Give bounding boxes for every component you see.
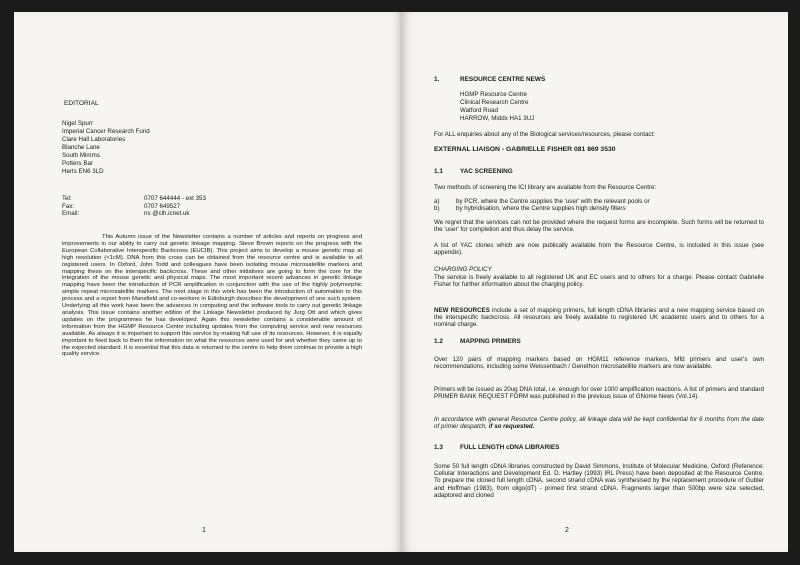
list-label: b) [434, 205, 440, 213]
external-liaison: EXTERNAL LIAISON - GABRIELLE FISHER 081 869 3530 [434, 146, 616, 153]
charging-policy-text: The service is freely available to all registered UK and EC users and to others for a charge. Please contact Gabrielle Fisher for further information about the charging policy. [434, 274, 764, 289]
section-number: 1. [434, 76, 440, 83]
primers-paragraph: Primers will be issued as 20ug DNA total, i.e. enough for over 1000 amplification reactions. A list of primers and standard PRIMER BANK REQUEST FORM was published in the previous issue of GNome News (Vol.14). [434, 386, 764, 401]
contact-label: Fax: [62, 202, 75, 210]
contact-row [62, 210, 216, 218]
section-heading [434, 338, 521, 345]
editorial-body: This Autumn issue of the Newsletter contains a number of articles and reports on progress and improvements in our ability to carry out genetic linkage mapping. Steve Brown reports on the progress with the European Collaborative Interspecific Backcross (EUCIB). This project aims to develop a mouse genetic map at high resolution (<1cM). DNA from this cross can be obtained from the resource centre and is available to all registered users. In Oxford, John Todd and colleagues have been isolating mouse microsatellite markers and mapping these on the interspecific backcross. These and other initiatives are going to form the core for the integration of the mouse genetic and physical maps. The most important recent advances in genetic linkage mapping have been the introduction of PCR amplification in conjunction with the use of the highly polymorphic simple repeat microsatellite markers. The next stage in this work has been the introduction of automation to this process and a report from Mansfield and co-workers in Edinburgh describes the development of one such system. Underlying all this work have been the advances in computing and the software tools to carry out genetic linkage analysis. This issue contains another edition of the Linkage Newsletter produced by Jurg Ott and which gives updates on the programmes he has developed. Again this newsletter contains a considerable amount of information from the HGMP Resource Centre including updates from the computing service and new resources available. As always it is important to support this service by making full use of its resources. However, it is equally important to feed back to them the information on what the resources were used for and whether they came up to the expected standard. It is essential that this data is returned to the centre to help them continue to provide a high quality service. [62, 234, 362, 358]
confidentiality-text: In accordance with general Resource Centre policy, all linkage data will be kept confidential for 6 months from the date of primer despatch, [434, 416, 764, 431]
list-label: a) [434, 198, 440, 205]
yac-paragraph: A list of YAC clones which are now publically available from the Resource Centre, is included in this issue (see appendix). [434, 242, 764, 257]
address-line: Imperial Cancer Research Fund [62, 128, 150, 135]
yac-intro: Two methods of screening the ICI library are available from the Resource Centre: [434, 184, 657, 191]
section-heading [434, 444, 559, 451]
address-line: Blanche Lane [62, 144, 100, 151]
section-title: MAPPING PRIMERS [460, 338, 521, 345]
section-number: 1.3 [434, 444, 443, 451]
list-item [434, 198, 764, 205]
section-number: 1.1 [434, 168, 443, 175]
right-page [402, 12, 788, 552]
list-text: by PCR, where the Centre supplies the 'user' with the relevant pools or [456, 198, 650, 205]
contact-label: Tel: [62, 195, 72, 202]
contact-label: Email: [62, 210, 80, 218]
new-resources-label: NEW RESOURCES [434, 307, 490, 314]
cdna-paragraph: Some 50 full length cDNA libraries constructed by David Simmons, Institute of Molecular Medicine, Oxford (Reference: Cellular Interactions and Development Ed. D. Hartley (1993) IRL Press) have been deposited at the Resource Centre. To prepare the cloned full length cDNA, second strand cDNA was synthesised by the replacement procedure of Gubler and Hoffman (1983), from oligo(dT) - primed first strand cDNA. Fragments larger than 500bp were size selected, adaptored and cloned [434, 463, 764, 499]
confidentiality-emphasis: if so requested. [488, 423, 535, 431]
section-title: RESOURCE CENTRE NEWS [460, 76, 546, 83]
contact-row [62, 195, 216, 203]
address-line: Potters Bar [62, 160, 93, 167]
new-resources-paragraph [434, 307, 764, 329]
charging-policy-heading: CHARGING POLICY [434, 266, 492, 273]
contact-value: ns @clh.icnet.uk [144, 210, 190, 218]
yac-paragraph: We regret that the services can not be provided where the request forms are incomplete. Such forms will be returned to the 'user' for completion and thus delay the service. [434, 219, 764, 234]
section-title: FULL LENGTH cDNA LIBRARIES [460, 444, 560, 451]
address-line: South Mimms [62, 152, 100, 159]
new-resources-text: include a set of mapping primers, full length cDNA libraries and a new mapping service based on the interspecific backcross. All resources are freely available to registered UK academic users and to others for a nominal charge. [434, 307, 764, 329]
address-line: Herts EN6 3LD [62, 168, 104, 175]
confidentiality-note [434, 416, 764, 430]
yac-method-list [434, 198, 764, 212]
address-line: Watford Road [460, 107, 498, 114]
page-number: 2 [565, 527, 569, 534]
page-number: 1 [202, 527, 206, 534]
primers-paragraph: Over 120 pairs of mapping markers based on HGM11 reference markers, Mfd primers and user's own recommendations, including some Weissenbach / Genethon microsatellite markers are now available. [434, 356, 764, 371]
contact-value: 0707 644444 - ext 353 [144, 195, 206, 202]
address-line: Clare Hall Laboratories [62, 136, 126, 143]
section-title: YAC SCREENING [460, 168, 513, 175]
address-line: Clinical Research Centre [460, 99, 529, 106]
address-line: HARROW, Middx HA1 3UJ [460, 115, 535, 122]
address-line: HGMP Resource Centre [460, 91, 527, 98]
list-text: by hybridisation, where the Centre supplies high density filters [456, 205, 626, 213]
section-heading [434, 76, 545, 83]
section-heading [434, 168, 513, 175]
list-item [434, 205, 764, 212]
address-line: Nigel Spurr [62, 120, 93, 127]
editorial-heading: EDITORIAL [64, 100, 99, 107]
section-number: 1.2 [434, 338, 443, 345]
contact-value: 0707 649527 [144, 202, 181, 210]
contact-row [62, 203, 216, 211]
contact-details [62, 195, 216, 218]
left-page [14, 12, 402, 552]
enquiries-text: For ALL enquiries about any of the Biological services/resources, please contact: [434, 131, 655, 138]
